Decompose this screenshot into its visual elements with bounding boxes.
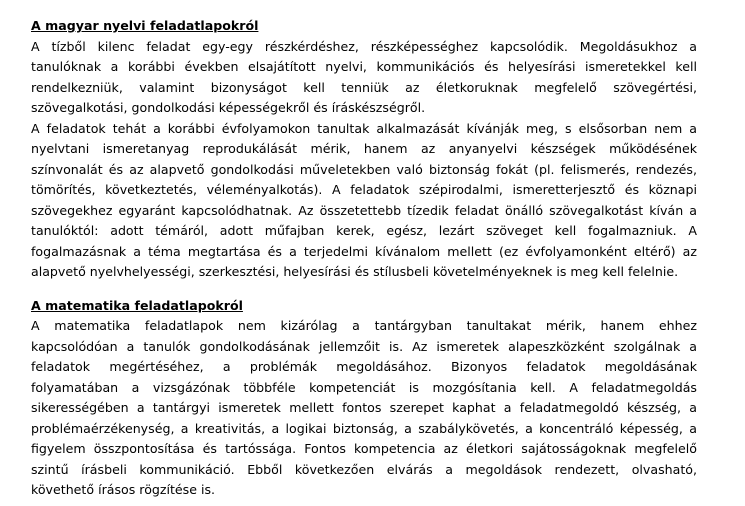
text-line: alapvető nyelvhelyességi, szerkesztési, helyesírási és stílusbeli követelményeknek is meg kell felelnie. [31, 264, 679, 279]
text-line: fogalmazásnak a téma megtartása és a terjedelmi kívánalom mellett (ez évfolyamonként eltérő) az [31, 243, 697, 259]
text-line: tanulóknak a korábbi években elsajátított nyelvi, kommunikációs és helyesírási ismeretekkel kell [31, 59, 697, 74]
text-line: színvonalát és az alapvető gondolkodási műveletekben való biztonság fokát (pl. felismerés, rendezés, [31, 161, 697, 177]
text-line: folyamatában a vizsgázónak többféle kompetenciát is mozgósítania kell. A feladatmegoldás [31, 379, 697, 395]
text-line: feladatok megértéséhez, a problémák megoldásához. Bizonyos feladatok megoldásának [31, 359, 697, 374]
section-heading: A matematika feladatlapokról [31, 297, 243, 313]
text-line: figyelem összpontosítása és tartóssága. Fontos kompetencia az életkori sajátosságoknak megfelelő [31, 441, 697, 456]
text-line: A matematika feladatlapok nem kizárólag a tantárgyban tanultakat mérik, hanem ehhez [31, 318, 697, 333]
text-line: tömörítés, következtetés, véleményalkotás). A feladatok szépirodalmi, ismeretterjesztő és köznapi [31, 182, 697, 197]
text-line: problémaérzékenység, a kreativitás, a logikai biztonság, a szabálykövetés, a koncentráló képesség, a [31, 420, 697, 436]
section-heading: A magyar nyelvi feladatlapokról [31, 18, 259, 33]
text-line: sikerességében a tantárgyi ismeretek mellett fontos szerepet kaphat a feladatmegoldó készség, a [31, 400, 697, 415]
text-line: szövegekhez egyaránt kapcsolódhatnak. Az összetettebb tízedik feladat önálló szövegalkotást kíván a [31, 202, 697, 218]
text-line: kapcsolódóan a tanulók gondolkodásának jellemzőit is. Az ismeretek alapeszközként szolgálnak a [31, 338, 697, 354]
text-line: követhető írásos rögzítése is. [31, 482, 216, 497]
text-line: rendelkezniük, valamint bizonyságot kell tenniük az életkoruknak megfelelő szövegértési, [31, 79, 697, 95]
text-line: szövegalkotási, gondolkodási képességekről és íráskészségről. [31, 100, 426, 115]
section-hungarian [31, 16, 697, 283]
text-line: A tízből kilenc feladat egy-egy részkérdéshez, részképességhez kapcsolódik. Megoldásukhoz a [31, 38, 697, 54]
section-mathematics [31, 296, 697, 501]
text-line: A feladatok tehát a korábbi évfolyamokon tanultak alkalmazását kívánják meg, s elsősorban nem a [31, 120, 697, 136]
text-line: tanulóktól: adott témáról, adott műfajban kerek, egész, lezárt szöveget kell fogalmazniuk. A [31, 223, 697, 238]
text-line: szintű írásbeli kommunikáció. Ebből következően elvárás a megoldások rendezett, olvasható, [31, 461, 697, 477]
document-page [31, 16, 697, 501]
text-line: nyelvtani ismeretanyag reprodukálását mérik, hanem az anyanyelvi készségek működésének [31, 141, 697, 156]
